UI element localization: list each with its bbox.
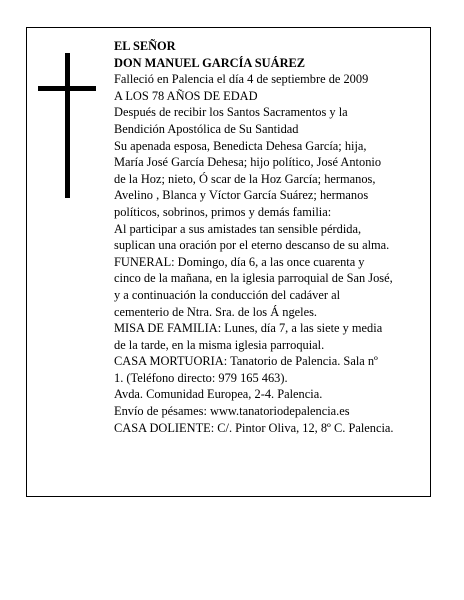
family-line: Su apenada esposa, Benedicta Dehesa García; hija,	[114, 138, 367, 153]
deceased-title: EL SEÑOR	[114, 39, 176, 53]
mortuary-line: 1. (Teléfono directo: 979 165 463).	[114, 370, 288, 385]
mortuary-address-line: Avda. Comunidad Europea, 2-4. Palencia.	[114, 387, 323, 402]
family-line: María José García Dehesa; hijo político, José Antonio	[114, 155, 382, 170]
family-home-line: CASA DOLIENTE: C/. Pintor Oliva, 12, 8º C. Palencia.	[114, 420, 394, 435]
condolences-line: Envío de pésames: www.tanatoriodepalencia.es	[114, 404, 350, 419]
family-line: políticos, sobrinos, primos y demás familia:	[114, 204, 332, 219]
sacraments-line: Bendición Apostólica de Su Santidad	[114, 121, 299, 136]
funeral-line: cementerio de Ntra. Sra. de los Á ngeles.	[114, 304, 317, 319]
funeral-line: cinco de la mañana, en la iglesia parroquial de San José,	[114, 271, 393, 286]
mortuary-line: CASA MORTUORIA: Tanatorio de Palencia. Sala nº	[114, 354, 378, 369]
funeral-line: FUNERAL: Domingo, día 6, a las once cuarenta y	[114, 254, 365, 269]
deceased-name: DON MANUEL GARCÍA SUÁREZ	[114, 55, 306, 70]
cross-horizontal-bar	[38, 86, 96, 91]
request-line: suplican una oración por el eterno descanso de su alma.	[114, 238, 390, 253]
obituary-text	[114, 38, 426, 436]
death-date-line: Falleció en Palencia el día 4 de septiembre de 2009	[114, 72, 369, 87]
cross-icon	[38, 53, 96, 198]
family-line: de la Hoz; nieto, Ó scar de la Hoz García; hermanos,	[114, 171, 376, 186]
family-mass-line: MISA DE FAMILIA: Lunes, día 7, a las siete y media	[114, 321, 383, 336]
cross-vertical-bar	[65, 53, 70, 198]
family-line: Avelino , Blanca y Víctor García Suárez; hermanos	[114, 188, 369, 203]
age-line: A LOS 78 AÑOS DE EDAD	[114, 88, 258, 103]
funeral-line: y a continuación la conducción del cadáver al	[114, 287, 341, 302]
sacraments-line: Después de recibir los Santos Sacramentos y la	[114, 105, 348, 120]
request-line: Al participar a sus amistades tan sensible pérdida,	[114, 221, 362, 236]
family-mass-line: de la tarde, en la misma iglesia parroquial.	[114, 337, 325, 352]
